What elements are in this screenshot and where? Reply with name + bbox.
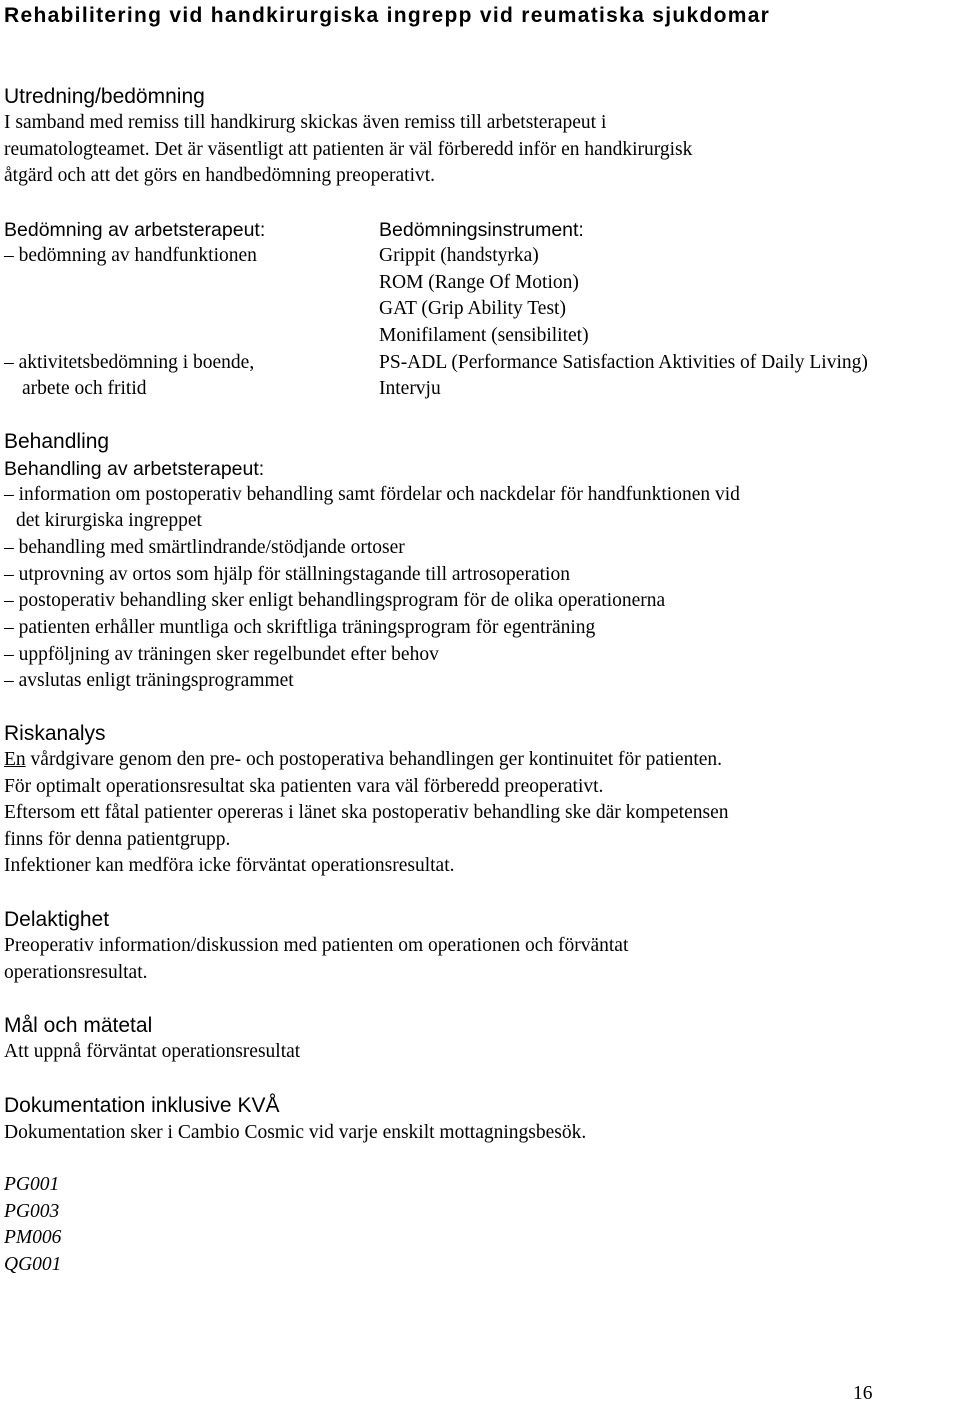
section-heading-dokumentation: Dokumentation inklusive KVÅ	[4, 1094, 280, 1117]
paragraph-line: reumatologteamet. Det är väsentligt att patienten är väl förberedd inför en handkirurgisk	[4, 138, 693, 160]
instrument-item: ROM (Range Of Motion)	[379, 272, 579, 293]
dokumentation-paragraph	[4, 1120, 586, 1147]
section-heading-behandling: Behandling	[4, 430, 110, 453]
paragraph-line	[4, 747, 729, 774]
code-list	[4, 1172, 61, 1278]
instrument-item: GAT (Grip Ability Test)	[379, 298, 566, 319]
paragraph-line: åtgärd och att det görs en handbedömning preoperativt.	[4, 165, 436, 186]
instrument-item: Monifilament (sensibilitet)	[379, 325, 589, 346]
delaktighet-paragraph	[4, 933, 628, 986]
code-item: PG001	[4, 1174, 60, 1195]
behandling-subheading: Behandling av arbetsterapeut:	[4, 458, 265, 480]
code-item: QG001	[4, 1253, 62, 1275]
section-heading-riskanalys: Riskanalys	[4, 722, 106, 745]
mal-paragraph	[4, 1039, 300, 1066]
section-heading-utredning: Utredning/bedömning	[4, 85, 205, 108]
behandling-item: – avslutas enligt träningsprogrammet	[4, 670, 294, 691]
behandling-item: – uppföljning av träningen sker regelbundet efter behov	[4, 644, 439, 665]
assessment-item-handfunction: – bedömning av handfunktionen	[4, 245, 257, 266]
assessment-item-activity-cont: arbete och fritid	[22, 378, 147, 399]
paragraph-line: I samband med remiss till handkirurg skickas även remiss till arbetsterapeut i	[4, 112, 607, 133]
instrument-item: Grippit (handstyrka)	[379, 245, 539, 266]
paragraph-line: finns för denna patientgrupp.	[4, 828, 231, 850]
code-item: PG003	[4, 1200, 60, 1222]
paragraph-line: För optimalt operationsresultat ska patienten vara väl förberedd preoperativt.	[4, 775, 604, 797]
assessment-item-activity: – aktivitetsbedömning i boende,	[4, 352, 255, 373]
instruments-heading: Bedömningsinstrument:	[379, 219, 584, 241]
behandling-item: – information om postoperativ behandling samt fördelar och nackdelar för handfunktionen vid	[4, 484, 740, 505]
instrument-item: Intervju	[379, 378, 441, 399]
assessment-heading: Bedömning av arbetsterapeut:	[4, 219, 266, 241]
paragraph-line: Att uppnå förväntat operationsresultat	[4, 1041, 301, 1062]
behandling-item: – utprovning av ortos som hjälp för ställningstagande till artrosoperation	[4, 564, 570, 585]
behandling-item: – patienten erhåller muntliga och skriftliga träningsprogram för egenträning	[4, 617, 596, 638]
behandling-item: – postoperativ behandling sker enligt behandlingsprogram för de olika operationerna	[4, 590, 666, 611]
instrument-item: PS-ADL (Performance Satisfaction Aktivities of Daily Living)	[379, 352, 868, 373]
utredning-paragraph	[4, 110, 692, 190]
paragraph-line: Eftersom ett fåtal patienter opereras i länet ska postoperativ behandling ske där kompetensen	[4, 802, 729, 823]
page-number: 16	[853, 1383, 873, 1404]
paragraph-line: Infektioner kan medföra icke förväntat operationsresultat.	[4, 855, 455, 876]
section-heading-mal: Mål och mätetal	[4, 1014, 153, 1037]
paragraph-line: operationsresultat.	[4, 961, 148, 983]
behandling-item-cont: det kirurgiska ingreppet	[16, 510, 202, 531]
line-rest: vårdgivare genom den pre- och postoperativa behandlingen ger kontinuitet för patienten.	[25, 749, 723, 770]
paragraph-line: Preoperativ information/diskussion med patienten om operationen och förväntat	[4, 935, 629, 956]
document-title: Rehabilitering vid handkirurgiska ingrepp vid reumatiska sjukdomar	[4, 4, 771, 27]
behandling-item: – behandling med smärtlindrande/stödjande ortoser	[4, 537, 405, 558]
paragraph-line: Dokumentation sker i Cambio Cosmic vid varje enskilt mottagningsbesök.	[4, 1122, 587, 1143]
underlined-word: En	[4, 749, 26, 770]
code-item: PM006	[4, 1227, 62, 1248]
riskanalys-paragraph	[4, 747, 729, 880]
section-heading-delaktighet: Delaktighet	[4, 908, 110, 931]
